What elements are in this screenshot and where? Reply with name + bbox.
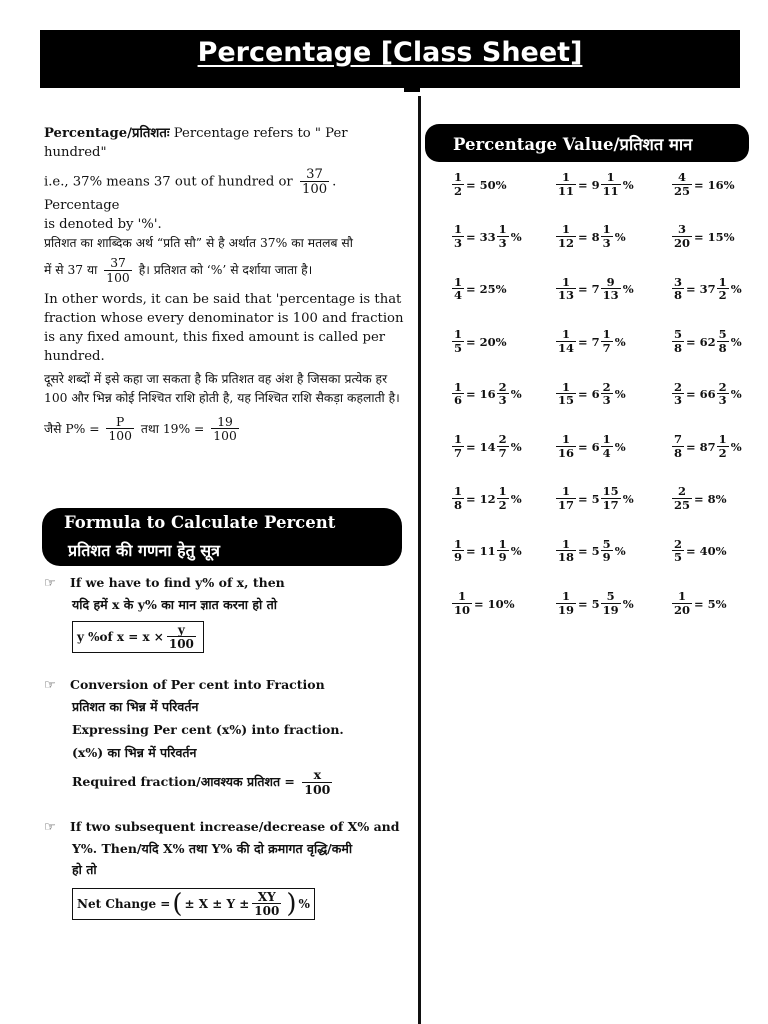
fraction-denominator: 11 [602, 183, 619, 198]
item-text-hindi: (x%) का भिन्न में परिवर्तन [72, 745, 197, 760]
fraction-denominator: 25 [674, 497, 691, 512]
fraction-numerator: 1 [606, 170, 615, 184]
fraction-denominator: 5 [454, 340, 463, 355]
item-text: If two subsequent increase/decrease of X% and [70, 819, 400, 834]
percentage-value-cell [452, 329, 507, 354]
whole-part: = 5 [578, 491, 600, 506]
fraction-numerator: 2 [674, 536, 683, 551]
mixed-fraction [497, 379, 509, 408]
fraction-numerator: 1 [562, 432, 571, 446]
fraction [252, 891, 281, 917]
page-title: Percentage [Class Sheet] [197, 37, 583, 68]
item-text: If we have to find y% of x, then [70, 575, 285, 590]
formula-text: % [298, 896, 310, 911]
example-text: जैसे P% = [44, 421, 100, 436]
value-suffix: = 15% [694, 229, 735, 244]
mixed-fraction [497, 224, 509, 249]
fraction [672, 274, 684, 303]
percentage-value-cell [672, 224, 735, 249]
percentage-value-cell [556, 224, 626, 249]
fraction-denominator: 4 [454, 288, 463, 303]
value-suffix: % [730, 334, 742, 349]
percentage-value-cell [672, 434, 742, 459]
fraction-denominator: 100 [301, 182, 328, 198]
fraction-numerator: 3 [678, 222, 687, 237]
value-suffix: % [510, 387, 522, 402]
fraction-numerator: 1 [498, 222, 507, 237]
whole-part: = 5 [578, 596, 600, 611]
whole-part: = 12 [466, 491, 496, 506]
percentage-value-cell [452, 591, 515, 616]
fraction-numerator: 3 [674, 274, 683, 289]
fraction-numerator: P [116, 415, 125, 429]
required-fraction-line [44, 769, 344, 796]
formula-box [44, 621, 285, 653]
whole-part: = 6 [578, 439, 600, 454]
fraction [302, 769, 332, 796]
fraction-denominator: 8 [674, 445, 683, 460]
fraction-numerator: 1 [562, 170, 571, 184]
fraction-denominator: 7 [498, 445, 507, 460]
value-suffix: % [622, 282, 634, 297]
fraction-numerator: 1 [562, 327, 571, 342]
item-text-hindi: प्रतिशत का भिन्न में परिवर्तन [72, 699, 199, 714]
whole-part: = 7 [578, 282, 600, 297]
fraction [452, 434, 464, 459]
percentage-value-cell [556, 379, 626, 408]
fraction-numerator: 2 [674, 379, 683, 394]
item-text: Conversion of Per cent into Fraction [70, 677, 325, 692]
percentage-value-cell [672, 486, 727, 511]
definition-line-3: is denoted by '%'. [44, 217, 162, 233]
mixed-fraction [601, 486, 621, 511]
whole-part: = 5 [578, 544, 600, 559]
value-suffix: % [730, 387, 742, 402]
fraction [672, 329, 684, 354]
mixed-fraction [601, 591, 621, 616]
header-notch [404, 88, 420, 92]
percentage-value-cell [556, 486, 634, 511]
percentage-value-cell [556, 172, 634, 197]
fraction-denominator: 100 [254, 904, 280, 918]
formula-item-2 [44, 674, 344, 796]
mixed-fraction [601, 329, 613, 354]
fraction-numerator: 1 [454, 327, 463, 342]
item-text-hindi: यदि हमें x के y% का मान ज्ञात करना हो तो [72, 597, 277, 612]
percentage-value-cell [672, 329, 742, 354]
fraction [452, 591, 472, 616]
fraction [452, 274, 464, 303]
fraction-denominator: 15 [558, 393, 575, 408]
fraction-numerator: y [177, 623, 185, 637]
fraction-numerator: 1 [454, 222, 463, 237]
mixed-fraction [601, 379, 613, 408]
value-suffix: % [510, 439, 522, 454]
definition-line-1 [44, 124, 404, 162]
formula-item-3 [44, 816, 400, 920]
mixed-fraction [601, 224, 613, 249]
fraction-denominator: 3 [674, 393, 683, 408]
value-suffix: % [730, 439, 742, 454]
whole-part: = 7 [578, 334, 600, 349]
fraction [452, 379, 464, 408]
percentage-value-cell [452, 434, 522, 459]
fraction [300, 168, 329, 196]
fraction-numerator: 1 [454, 170, 463, 184]
value-suffix: = 20% [466, 334, 507, 349]
fraction-denominator: 5 [674, 550, 683, 565]
fraction-denominator: 20 [674, 235, 691, 250]
other-words-english: In other words, it can be said that 'percentage is that fraction whose every denominator is 100 and fraction is any fixed amount, this fixed amount is called per hundred. [44, 292, 404, 364]
mixed-fraction [717, 274, 729, 303]
fraction-denominator: 3 [454, 235, 463, 250]
value-suffix: % [614, 439, 626, 454]
pointing-hand-icon: ☞ [44, 576, 56, 591]
fraction-denominator: 3 [602, 393, 611, 408]
formula-title-english: Formula to Calculate Percent [64, 513, 336, 532]
fraction [556, 274, 576, 303]
definition-text: i.e., 37% means 37 out of hundred or [44, 174, 293, 190]
mixed-fraction [601, 274, 621, 303]
fraction-numerator: 1 [454, 432, 463, 446]
fraction-numerator: 1 [562, 274, 571, 289]
fraction-numerator: 9 [606, 274, 615, 289]
value-suffix: % [622, 177, 634, 192]
other-words-hindi: दूसरे शब्दों में इसे कहा जा सकता है कि प्रतिशत वह अंश है जिसका प्रत्येक हर 100 और भिन्न कोई निश्चित राशि होती है, यह निश्चित राशि सैकड़ा कहलाती है। [44, 372, 400, 405]
fraction-denominator: 12 [558, 235, 575, 250]
definition-text: . Percentage [44, 174, 337, 214]
fraction-numerator: 1 [498, 484, 507, 499]
definition-hindi-2 [44, 257, 404, 284]
percentage-value-cell [452, 379, 522, 408]
fraction [556, 591, 576, 616]
fraction-denominator: 13 [558, 288, 575, 303]
fraction [452, 172, 464, 197]
fraction-denominator: 17 [558, 497, 575, 512]
percentage-value-cell [556, 329, 626, 354]
item-text: Expressing Per cent (x%) into fraction. [72, 722, 344, 737]
fraction [672, 224, 692, 249]
value-suffix: % [614, 229, 626, 244]
value-suffix: % [730, 282, 742, 297]
value-suffix: = 25% [466, 282, 507, 297]
fraction-numerator: 1 [454, 379, 463, 394]
fraction-numerator: 1 [602, 432, 611, 446]
mixed-fraction [497, 536, 509, 565]
percentage-value-cell [556, 274, 634, 303]
fraction-denominator: 11 [558, 183, 575, 198]
fraction-denominator: 13 [602, 288, 619, 303]
fraction-numerator: XY [257, 890, 276, 904]
formula-item-1 [44, 572, 285, 653]
fraction-denominator: 3 [718, 393, 727, 408]
fraction-numerator: 15 [602, 484, 619, 499]
percentage-value-cell [672, 536, 727, 565]
fraction-numerator: 2 [602, 379, 611, 394]
fraction-numerator: 1 [718, 432, 727, 446]
fraction-numerator: 2 [498, 379, 507, 394]
value-suffix: % [510, 544, 522, 559]
fraction-numerator: x [313, 767, 322, 782]
open-paren-icon: ( [172, 888, 183, 919]
percentage-value-cell [672, 172, 735, 197]
fraction-numerator: 37 [110, 256, 126, 271]
fraction-numerator: 4 [678, 170, 687, 184]
fraction [672, 591, 692, 616]
fraction-denominator: 9 [602, 550, 611, 565]
fraction [452, 329, 464, 354]
whole-part: = 11 [466, 544, 496, 559]
fraction-numerator: 1 [562, 379, 571, 394]
whole-part: = 16 [466, 387, 496, 402]
whole-part: = 9 [578, 177, 600, 192]
percentage-value-cell [452, 274, 507, 303]
net-change-box-wrap [44, 888, 400, 920]
value-suffix: % [622, 491, 634, 506]
value-suffix: % [622, 596, 634, 611]
fraction-denominator: 8 [674, 288, 683, 303]
net-change-formula [72, 888, 315, 920]
fraction [556, 379, 576, 408]
fraction-numerator: 5 [606, 589, 615, 604]
fraction-denominator: 7 [454, 445, 463, 460]
fraction-numerator: 1 [602, 222, 611, 237]
fraction [167, 624, 196, 650]
definition-text: में से 37 या [44, 263, 98, 278]
formula-text: ± X ± Y ± [184, 896, 250, 911]
definition-text: है। प्रतिशत को ‘%’ से दर्शाया जाता है। [138, 263, 313, 278]
value-suffix: = 50% [466, 177, 507, 192]
fraction-denominator: 9 [498, 550, 507, 565]
fraction-denominator: 2 [718, 288, 727, 303]
fraction-numerator: 1 [454, 484, 463, 499]
whole-part: = 66 [686, 387, 716, 402]
intro-section [44, 124, 404, 443]
fraction-numerator: 2 [718, 379, 727, 394]
definition-line-2 [44, 168, 404, 215]
mixed-fraction [601, 172, 621, 197]
fraction-denominator: 18 [558, 550, 575, 565]
fraction-denominator: 3 [602, 235, 611, 250]
values-heading [425, 124, 749, 162]
whole-part: = 37 [686, 282, 716, 297]
whole-part: = 6 [578, 387, 600, 402]
fraction [556, 536, 576, 565]
percentage-value-cell [452, 224, 522, 249]
value-suffix: % [614, 387, 626, 402]
fraction-denominator: 100 [213, 429, 237, 444]
fraction-numerator: 37 [306, 167, 323, 182]
mixed-fraction [497, 486, 509, 511]
values-title: Percentage Value/प्रतिशत मान [453, 135, 693, 154]
fraction-denominator: 3 [498, 393, 507, 408]
fraction [211, 416, 238, 443]
definition-hindi-1: प्रतिशत का शाब्दिक अर्थ “प्रति सौ” से है अर्थात 37% का मतलब सौ [44, 236, 353, 251]
whole-part: = 14 [466, 439, 496, 454]
fraction-denominator: 3 [498, 235, 507, 250]
fraction-numerator: 1 [562, 589, 571, 604]
fraction [452, 486, 464, 511]
mixed-fraction [717, 329, 729, 354]
fraction-numerator: 5 [602, 536, 611, 551]
formula-title-hindi: प्रतिशत की गणना हेतु सूत्र [68, 541, 220, 560]
fraction-denominator: 8 [454, 497, 463, 512]
fraction-numerator: 1 [454, 536, 463, 551]
page-header [40, 30, 740, 88]
column-divider [418, 96, 421, 1024]
formula-heading [42, 508, 402, 566]
fraction [672, 486, 692, 511]
fraction-denominator: 20 [674, 602, 691, 617]
value-suffix: = 40% [686, 544, 727, 559]
fraction-numerator: 1 [562, 222, 571, 237]
value-suffix: = 5% [694, 596, 727, 611]
definition-text: Percentage refers to " Per hundred" [44, 126, 348, 160]
fraction-denominator: 9 [454, 550, 463, 565]
percentage-value-cell [672, 274, 742, 303]
whole-part: = 87 [686, 439, 716, 454]
fraction-denominator: 19 [558, 602, 575, 617]
formula-text: y %of x = x × [77, 629, 164, 644]
fraction-numerator: 1 [562, 484, 571, 499]
mixed-fraction [717, 379, 729, 408]
mixed-fraction [717, 434, 729, 459]
percentage-value-cell [556, 536, 626, 565]
fraction-denominator: 100 [168, 637, 194, 651]
whole-part: = 62 [686, 334, 716, 349]
item-text: Y%. Then/यदि X% तथा Y% की दो क्रमागत वृद्धि/कमी [72, 841, 353, 856]
term-label: Percentage/प्रतिशतः [44, 126, 170, 141]
value-suffix: % [614, 334, 626, 349]
fraction-numerator: 1 [458, 589, 467, 604]
fraction-denominator: 2 [718, 445, 727, 460]
fraction-numerator: 1 [498, 536, 507, 551]
percentage-value-cell [556, 591, 634, 616]
whole-part: = 33 [466, 229, 496, 244]
fraction-denominator: 17 [602, 497, 619, 512]
fraction-denominator: 100 [106, 270, 130, 285]
value-suffix: % [614, 544, 626, 559]
item-text-hindi: हो तो [72, 862, 97, 877]
fraction-denominator: 14 [558, 340, 575, 355]
fraction [452, 536, 464, 565]
fraction [104, 257, 131, 284]
fraction-denominator: 8 [674, 340, 683, 355]
close-paren-icon: ) [286, 888, 297, 919]
value-suffix: % [510, 491, 522, 506]
fraction [672, 536, 684, 565]
percentage-value-cell [672, 379, 742, 408]
fraction-numerator: 1 [678, 589, 687, 604]
pointing-hand-icon: ☞ [44, 678, 56, 693]
fraction-denominator: 2 [454, 183, 463, 198]
fraction-numerator: 1 [718, 274, 727, 289]
value-suffix: % [510, 229, 522, 244]
fraction [452, 224, 464, 249]
fraction-denominator: 100 [108, 429, 132, 444]
fraction [672, 172, 692, 197]
fraction-denominator: 6 [454, 393, 463, 408]
whole-part: = 8 [578, 229, 600, 244]
fraction [106, 416, 133, 443]
percentage-value-cell [452, 172, 507, 197]
formula-text: Net Change = [77, 896, 171, 911]
fraction-denominator: 100 [304, 781, 331, 797]
fraction-denominator: 16 [558, 445, 575, 460]
fraction-numerator: 5 [718, 327, 727, 342]
fraction-numerator: 1 [602, 327, 611, 342]
fraction-numerator: 7 [674, 432, 683, 446]
fraction [556, 224, 576, 249]
percent-of-formula [72, 621, 204, 653]
fraction-numerator: 2 [678, 484, 687, 499]
fraction-numerator: 5 [674, 327, 683, 342]
value-suffix: = 16% [694, 177, 735, 192]
fraction-numerator: 1 [562, 536, 571, 551]
value-suffix: = 8% [694, 491, 727, 506]
fraction-denominator: 4 [602, 445, 611, 460]
percentage-value-cell [672, 591, 727, 616]
fraction-denominator: 8 [718, 340, 727, 355]
value-suffix: = 10% [474, 596, 515, 611]
mixed-fraction [601, 434, 613, 459]
fraction-denominator: 19 [602, 602, 619, 617]
fraction [556, 172, 576, 197]
fraction-denominator: 2 [498, 497, 507, 512]
example-text: तथा 19% = [140, 421, 205, 436]
mixed-fraction [601, 536, 613, 565]
fraction [672, 379, 684, 408]
fraction [556, 434, 576, 459]
percentage-value-cell [452, 536, 522, 565]
fraction-denominator: 10 [454, 602, 471, 617]
percentage-value-cell [452, 486, 522, 511]
pointing-hand-icon: ☞ [44, 820, 56, 835]
fraction-numerator: 19 [217, 415, 233, 429]
fraction [672, 434, 684, 459]
mixed-fraction [497, 434, 509, 459]
fraction-numerator: 1 [454, 274, 463, 289]
fraction [556, 329, 576, 354]
fraction-denominator: 25 [674, 183, 691, 198]
percentage-value-cell [556, 434, 626, 459]
example-line [44, 416, 404, 443]
fraction [556, 486, 576, 511]
fraction-denominator: 7 [602, 340, 611, 355]
fraction-numerator: 2 [498, 432, 507, 446]
item-text: Required fraction/आवश्यक प्रतिशत = [72, 774, 295, 789]
